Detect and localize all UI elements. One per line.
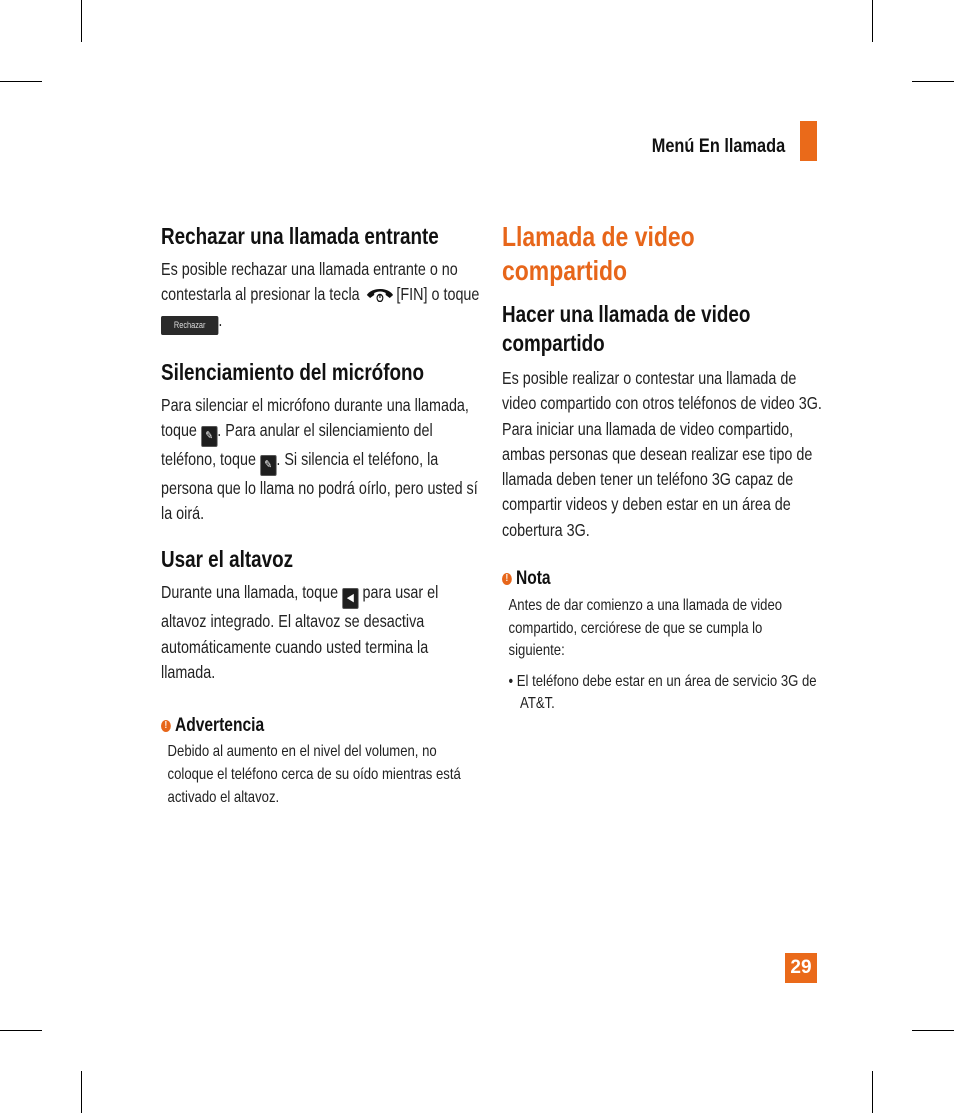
reject-button[interactable]: Rechazar (161, 316, 218, 335)
list-item: • El teléfono debe estar en un área de servicio 3G de AT&T. (508, 672, 817, 713)
mute-text-3: . Si silencia el teléfono, la persona que lo llama no podrá oírlo, pero usted sí la oirá. (161, 448, 478, 524)
crop-mark (81, 0, 82, 42)
reject-text-2: toque (443, 284, 480, 305)
reject-heading: Rechazar una llamada entrante (161, 223, 439, 249)
mute-text-2: . Para anular el silenciamiento del teléfono, toque (161, 419, 433, 469)
section-tab-marker (800, 121, 817, 161)
note-text: Antes de dar comienzo a una llamada de video compartido, cerciórese de que se cumpla lo siguiente: (508, 597, 783, 660)
warning-icon: ! (161, 720, 171, 732)
crop-mark (912, 1030, 954, 1031)
left-column (161, 222, 481, 809)
warning-label-text: Advertencia (174, 715, 265, 737)
crop-mark (872, 0, 873, 42)
note-bullet-list (509, 671, 823, 716)
video-share-paragraph: Es posible realizar o contestar una llamada de video compartido con otros teléfonos de video 3G. Para iniciar una llamada de video compartido, ambas personas que desean realizar ese tipo de llamada deben tener un teléfono 3G capaz de compartir videos y deben estar en un área de cobertura 3G. (502, 368, 822, 540)
page-number: 29 (785, 953, 817, 983)
section-title: Menú En llamada (651, 136, 785, 157)
speaker-text: Durante una llamada, toque (161, 582, 339, 603)
crop-mark (81, 1071, 82, 1113)
bullet-text: El teléfono debe estar en un área de servicio 3G de AT&T. (516, 672, 817, 713)
crop-mark (912, 81, 954, 82)
speaker-heading: Usar el altavoz (161, 546, 294, 573)
warning-label (161, 715, 481, 737)
crop-mark (872, 1071, 873, 1113)
video-share-subheading: Hacer una llamada de video compartido (502, 301, 751, 356)
crop-mark (0, 81, 42, 82)
note-icon: ! (502, 573, 512, 585)
end-key-label: [FIN] o (396, 284, 440, 305)
mute-icon[interactable]: ✎ (201, 426, 217, 447)
speaker-paragraph (161, 580, 481, 685)
reject-text-3: . (218, 309, 223, 330)
speaker-text-2: para usar el altavoz integrado. El altavoz se desactiva automáticamente cuando usted termina la llamada. (161, 582, 439, 683)
section-main-title: Llamada de video compartido (502, 221, 695, 286)
right-column (502, 220, 822, 716)
warning-text: Debido al aumento en el nivel del volumen, no coloque el teléfono cerca de su oído mientras está activado el altavoz. (167, 743, 461, 806)
note-label (502, 568, 822, 590)
reject-text: Es posible rechazar una llamada entrante o no contestarla al presionar la tecla (161, 259, 458, 305)
mute-paragraph (161, 393, 481, 527)
crop-mark (0, 1030, 42, 1031)
mute-heading: Silenciamiento del micrófono (161, 358, 425, 385)
mute-text: Para silenciar el micrófono durante una llamada, toque (161, 394, 469, 440)
unmute-icon[interactable]: ✎ (260, 455, 276, 476)
speaker-icon[interactable]: ◀ (342, 588, 358, 609)
reject-paragraph (161, 257, 481, 335)
note-label-text: Nota (515, 568, 551, 590)
end-call-key-icon (364, 284, 397, 300)
